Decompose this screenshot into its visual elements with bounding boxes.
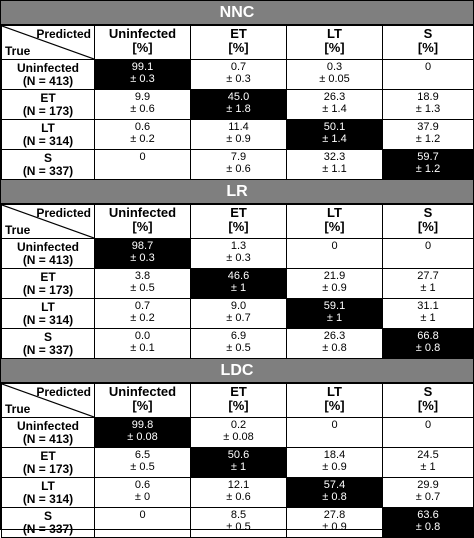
cell-value: 11.4 bbox=[228, 121, 249, 133]
matrix-cell bbox=[95, 508, 191, 538]
cell-sd: ± 0.6 bbox=[226, 163, 251, 175]
row-count: (N = 314) bbox=[22, 491, 74, 506]
cell-sd: ± 0 bbox=[134, 491, 151, 503]
column-header bbox=[383, 384, 474, 418]
matrix-cell bbox=[287, 448, 383, 478]
cell-value: 0 bbox=[424, 240, 432, 252]
cell-value: 0 bbox=[424, 419, 432, 431]
cell-value: 0.6 bbox=[134, 479, 151, 491]
cell-value: 98.7 bbox=[131, 240, 154, 252]
cell-sd: ± 0.9 bbox=[322, 282, 347, 294]
matrix-cell bbox=[95, 448, 191, 478]
row-name: LT bbox=[41, 120, 55, 135]
cell-sd: ± 1 bbox=[230, 282, 247, 294]
cell-value: 9.9 bbox=[134, 91, 151, 103]
matrix-cell bbox=[95, 150, 191, 180]
diagonal-cell bbox=[95, 418, 191, 448]
cell-value: 0.7 bbox=[134, 300, 151, 312]
matrix-cell bbox=[95, 90, 191, 120]
cell-value: 3.8 bbox=[134, 270, 151, 282]
matrix-cell bbox=[383, 418, 474, 448]
table-row bbox=[2, 269, 474, 299]
diagonal-cell bbox=[191, 448, 287, 478]
cell-value: 29.9 bbox=[417, 479, 439, 491]
table-row bbox=[2, 299, 474, 329]
cell-sd: ± 1.1 bbox=[322, 163, 347, 175]
cell-value: 31.1 bbox=[417, 300, 439, 312]
cell-value: 45.0 bbox=[227, 91, 250, 103]
diagonal-cell bbox=[95, 239, 191, 269]
row-count: (N = 337) bbox=[22, 342, 74, 357]
matrix-cell bbox=[191, 478, 287, 508]
column-name: ET bbox=[230, 384, 247, 399]
table-row bbox=[2, 508, 474, 538]
cell-sd: ± 0.08 bbox=[127, 431, 158, 443]
column-header bbox=[287, 384, 383, 418]
table-row bbox=[2, 150, 474, 180]
cell-sd: ± 0.5 bbox=[130, 282, 155, 294]
matrix-cell bbox=[383, 239, 474, 269]
column-header bbox=[383, 26, 474, 60]
column-unit: [%] bbox=[417, 398, 439, 413]
row-count: (N = 413) bbox=[22, 73, 74, 88]
matrix-cell bbox=[95, 120, 191, 150]
cell-value: 26.3 bbox=[323, 330, 346, 342]
cell-sd: ± 1.2 bbox=[415, 133, 441, 145]
column-name: Uninfected bbox=[108, 384, 177, 399]
matrix-cell bbox=[287, 269, 383, 299]
diagonal-cell bbox=[191, 90, 287, 120]
table-row bbox=[2, 448, 474, 478]
cell-value: 0 bbox=[331, 240, 338, 252]
cell-value: 59.1 bbox=[323, 300, 346, 312]
cell-value: 18.9 bbox=[417, 91, 439, 103]
diagonal-cell bbox=[95, 60, 191, 90]
cell-sd: ± 1.3 bbox=[415, 103, 441, 115]
row-count: (N = 314) bbox=[22, 133, 74, 148]
row-header bbox=[2, 508, 95, 538]
row-name: Uninfected bbox=[16, 60, 79, 75]
row-name: S bbox=[43, 508, 52, 523]
confusion-table bbox=[1, 204, 474, 359]
cell-value: 0 bbox=[331, 419, 338, 431]
cell-sd: ± 0.7 bbox=[226, 312, 251, 324]
row-count: (N = 413) bbox=[22, 431, 74, 446]
cell-value: 0.3 bbox=[326, 61, 343, 73]
cell-value: 0.0 bbox=[134, 330, 151, 342]
cell-value: 63.6 bbox=[417, 509, 439, 521]
column-header bbox=[191, 26, 287, 60]
column-unit: [%] bbox=[132, 219, 153, 234]
row-name: ET bbox=[40, 448, 56, 463]
matrix-cell bbox=[95, 478, 191, 508]
cell-sd: ± 0.9 bbox=[226, 133, 251, 145]
true-label: True bbox=[5, 44, 31, 58]
matrix-cell bbox=[191, 120, 287, 150]
cell-value: 0.2 bbox=[230, 419, 247, 431]
matrix-cell bbox=[95, 329, 191, 359]
matrix-cell bbox=[383, 269, 474, 299]
column-unit: [%] bbox=[228, 40, 249, 55]
section-title: NNC bbox=[1, 1, 473, 25]
table-row bbox=[2, 478, 474, 508]
column-name: ET bbox=[230, 26, 247, 41]
section-title: LR bbox=[1, 180, 473, 204]
table-row bbox=[2, 90, 474, 120]
column-unit: [%] bbox=[417, 219, 439, 234]
row-header bbox=[2, 239, 95, 269]
table-row bbox=[2, 239, 474, 269]
cell-sd: ± 0.5 bbox=[226, 521, 251, 533]
table-row bbox=[2, 418, 474, 448]
cell-value: 32.3 bbox=[323, 151, 346, 163]
cell-sd: ± 1 bbox=[420, 461, 436, 473]
table-row bbox=[2, 120, 474, 150]
column-header bbox=[95, 205, 191, 239]
matrix-cell bbox=[95, 299, 191, 329]
cell-value: 6.9 bbox=[230, 330, 247, 342]
column-name: S bbox=[423, 384, 433, 399]
cell-sd: ± 0.05 bbox=[319, 73, 350, 85]
row-count: (N = 413) bbox=[22, 252, 74, 267]
column-unit: [%] bbox=[132, 40, 153, 55]
row-header bbox=[2, 448, 95, 478]
cell-value: 50.1 bbox=[323, 121, 346, 133]
cell-value: 99.8 bbox=[131, 419, 154, 431]
column-header bbox=[191, 205, 287, 239]
predicted-label: Predicted bbox=[36, 27, 91, 41]
corner-header bbox=[2, 26, 95, 60]
row-header bbox=[2, 478, 95, 508]
row-name: LT bbox=[41, 478, 55, 493]
row-count: (N = 337) bbox=[22, 521, 74, 536]
diagonal-cell bbox=[383, 329, 474, 359]
matrix-cell bbox=[287, 329, 383, 359]
cell-value: 1.3 bbox=[230, 240, 247, 252]
row-header bbox=[2, 90, 95, 120]
true-label: True bbox=[5, 223, 31, 237]
row-name: LT bbox=[41, 299, 55, 314]
row-name: ET bbox=[40, 90, 56, 105]
column-name: LT bbox=[327, 205, 342, 220]
matrix-cell bbox=[191, 329, 287, 359]
row-name: Uninfected bbox=[16, 418, 79, 433]
row-header bbox=[2, 329, 95, 359]
diagonal-cell bbox=[383, 150, 474, 180]
matrix-cell bbox=[287, 90, 383, 120]
cell-sd: ± 0.8 bbox=[415, 521, 441, 533]
matrix-cell bbox=[383, 478, 474, 508]
column-name: ET bbox=[230, 205, 247, 220]
matrix-cell bbox=[383, 120, 474, 150]
cell-sd: ± 0.6 bbox=[130, 103, 155, 115]
section-title: LDC bbox=[1, 359, 473, 383]
diagonal-cell bbox=[383, 508, 474, 538]
matrix-cell bbox=[383, 60, 474, 90]
cell-value: 18.4 bbox=[323, 449, 346, 461]
diagonal-cell bbox=[287, 478, 383, 508]
matrix-cell bbox=[383, 299, 474, 329]
cell-sd: ± 0.3 bbox=[130, 73, 155, 85]
column-header bbox=[287, 205, 383, 239]
column-name: S bbox=[423, 205, 433, 220]
row-count: (N = 314) bbox=[22, 312, 74, 327]
row-count: (N = 173) bbox=[22, 282, 74, 297]
cell-sd: ± 1.8 bbox=[226, 103, 251, 115]
cell-sd: ± 0.2 bbox=[130, 133, 155, 145]
cell-value: 21.9 bbox=[323, 270, 346, 282]
column-header bbox=[383, 205, 474, 239]
cell-sd: ± 1.4 bbox=[322, 103, 347, 115]
column-unit: [%] bbox=[417, 40, 439, 55]
predicted-label: Predicted bbox=[36, 206, 91, 220]
column-unit: [%] bbox=[228, 219, 249, 234]
cell-value: 66.8 bbox=[417, 330, 439, 342]
cell-value: 0.6 bbox=[134, 121, 151, 133]
cell-sd: ± 0.5 bbox=[226, 342, 251, 354]
matrix-cell bbox=[191, 299, 287, 329]
corner-header bbox=[2, 384, 95, 418]
row-header bbox=[2, 60, 95, 90]
matrix-cell bbox=[383, 448, 474, 478]
row-count: (N = 173) bbox=[22, 461, 74, 476]
cell-value: 50.6 bbox=[227, 449, 250, 461]
cell-sd: ± 1 bbox=[420, 282, 436, 294]
cell-value: 26.3 bbox=[323, 91, 346, 103]
column-unit: [%] bbox=[324, 40, 345, 55]
row-header bbox=[2, 299, 95, 329]
row-header bbox=[2, 120, 95, 150]
corner-header bbox=[2, 205, 95, 239]
cell-sd: ± 0.6 bbox=[226, 491, 251, 503]
cell-sd: ± 0.08 bbox=[223, 431, 254, 443]
confusion-table bbox=[1, 383, 474, 538]
matrix-section bbox=[1, 359, 473, 538]
cell-value: 46.6 bbox=[227, 270, 250, 282]
cell-sd: ± 0.8 bbox=[322, 491, 347, 503]
diagonal-cell bbox=[287, 299, 383, 329]
cell-value: 0.7 bbox=[230, 61, 247, 73]
cell-value: 12.1 bbox=[227, 479, 250, 491]
cell-sd: ± 0.3 bbox=[226, 73, 251, 85]
cell-sd: ± 1 bbox=[420, 312, 436, 324]
cell-value: 0 bbox=[139, 509, 146, 521]
matrix-cell bbox=[191, 418, 287, 448]
cell-value: 9.0 bbox=[230, 300, 247, 312]
table-row bbox=[2, 329, 474, 359]
column-header bbox=[191, 384, 287, 418]
diagonal-cell bbox=[287, 120, 383, 150]
row-header bbox=[2, 150, 95, 180]
cell-sd: ± 0.2 bbox=[130, 312, 155, 324]
cell-value: 99.1 bbox=[131, 61, 154, 73]
cell-value: 0 bbox=[424, 61, 432, 73]
column-unit: [%] bbox=[324, 398, 345, 413]
matrix-section bbox=[1, 1, 473, 180]
matrix-cell bbox=[287, 239, 383, 269]
cell-sd: ± 1.4 bbox=[322, 133, 347, 145]
matrix-cell bbox=[95, 269, 191, 299]
diagonal-cell bbox=[191, 269, 287, 299]
matrix-cell bbox=[287, 508, 383, 538]
matrix-cell bbox=[287, 418, 383, 448]
row-name: ET bbox=[40, 269, 56, 284]
matrix-cell bbox=[191, 508, 287, 538]
cell-sd: ± 0.3 bbox=[226, 252, 251, 264]
row-name: Uninfected bbox=[16, 239, 79, 254]
cell-sd: ± 1 bbox=[230, 461, 247, 473]
cell-value: 6.5 bbox=[134, 449, 151, 461]
confusion-table bbox=[1, 25, 474, 180]
column-name: LT bbox=[327, 26, 342, 41]
cell-value: 59.7 bbox=[417, 151, 439, 163]
cell-sd: ± 0.1 bbox=[130, 342, 155, 354]
column-header bbox=[95, 384, 191, 418]
row-header bbox=[2, 269, 95, 299]
cell-sd: ± 0.9 bbox=[322, 461, 347, 473]
column-header bbox=[95, 26, 191, 60]
matrix-cell bbox=[191, 239, 287, 269]
column-name: Uninfected bbox=[108, 205, 177, 220]
matrix-cell bbox=[287, 150, 383, 180]
cell-value: 24.5 bbox=[417, 449, 439, 461]
column-unit: [%] bbox=[132, 398, 153, 413]
column-name: Uninfected bbox=[108, 26, 177, 41]
cell-sd: ± 0.9 bbox=[322, 521, 347, 533]
row-header bbox=[2, 418, 95, 448]
matrix-cell bbox=[191, 150, 287, 180]
row-count: (N = 337) bbox=[22, 163, 74, 178]
cell-value: 27.7 bbox=[417, 270, 439, 282]
row-name: S bbox=[43, 150, 52, 165]
column-header bbox=[287, 26, 383, 60]
cell-value: 7.9 bbox=[230, 151, 247, 163]
cell-value: 27.8 bbox=[323, 509, 346, 521]
column-name: S bbox=[423, 26, 433, 41]
cell-value: 0 bbox=[139, 151, 146, 163]
cell-sd: ± 0.8 bbox=[415, 342, 441, 354]
predicted-label: Predicted bbox=[36, 385, 91, 399]
matrix-cell bbox=[191, 60, 287, 90]
cell-sd: ± 0.5 bbox=[130, 461, 155, 473]
cell-sd: ± 1 bbox=[326, 312, 343, 324]
matrix-section bbox=[1, 180, 473, 359]
column-name: LT bbox=[327, 384, 342, 399]
true-label: True bbox=[5, 402, 31, 416]
cell-value: 57.4 bbox=[323, 479, 346, 491]
column-unit: [%] bbox=[324, 219, 345, 234]
matrix-cell bbox=[287, 60, 383, 90]
cell-sd: ± 0.7 bbox=[415, 491, 441, 503]
table-row bbox=[2, 60, 474, 90]
cell-sd: ± 0.8 bbox=[322, 342, 347, 354]
cell-value: 37.9 bbox=[417, 121, 439, 133]
cell-sd: ± 0.3 bbox=[130, 252, 155, 264]
row-name: S bbox=[43, 329, 52, 344]
cell-value: 8.5 bbox=[230, 509, 247, 521]
matrix-cell bbox=[383, 90, 474, 120]
row-count: (N = 173) bbox=[22, 103, 74, 118]
column-unit: [%] bbox=[228, 398, 249, 413]
cell-sd: ± 1.2 bbox=[415, 163, 441, 175]
